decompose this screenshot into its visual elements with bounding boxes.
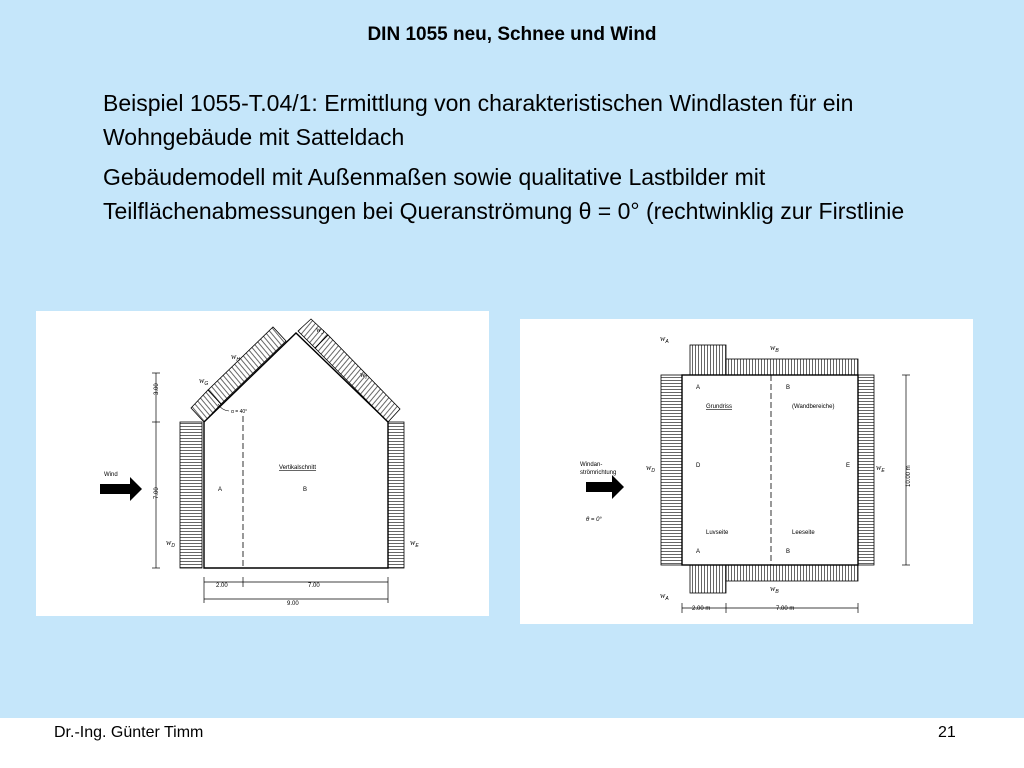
zone-b-top-label: B xyxy=(786,385,791,391)
page-number: 21 xyxy=(938,724,956,741)
wb-bottom-subscript: B xyxy=(775,589,779,595)
zone-a-top-label: A xyxy=(696,385,701,391)
slide-title: DIN 1055 neu, Schnee und Wind xyxy=(367,24,657,45)
wind-direction-label-1: Windan- xyxy=(580,462,603,468)
plan-label: Grundriss xyxy=(706,404,733,410)
lee-label: Leeseite xyxy=(792,530,815,536)
wb-top-subscript: B xyxy=(775,348,779,354)
zone-a-label: A xyxy=(218,487,223,493)
wh-subscript: H xyxy=(236,357,240,363)
dim-1-label: 2.00 m xyxy=(692,606,711,612)
we-subscript: E xyxy=(415,543,419,549)
zone-b-bottom-label: B xyxy=(786,549,791,555)
svg-text:wH xyxy=(231,352,240,363)
wd-subscript: D xyxy=(651,468,655,474)
dim-total-label: 9.00 xyxy=(287,601,299,607)
zone-a-bottom-label: A xyxy=(696,549,701,555)
we-symbol: w xyxy=(876,463,882,472)
wi-subscript: I xyxy=(365,375,367,381)
load-block-wd xyxy=(661,375,682,565)
dim-b1-label: 2.00 xyxy=(216,583,228,589)
theta-label: θ = 0° xyxy=(586,517,602,523)
zone-e-label: E xyxy=(846,463,851,469)
wa-bottom-symbol: w xyxy=(660,591,666,600)
svg-text:wB xyxy=(770,584,779,595)
we-symbol: w xyxy=(410,538,416,547)
wind-arrow-icon xyxy=(100,477,142,501)
zone-d-label: D xyxy=(696,463,701,469)
section-label: Vertikalschnitt xyxy=(279,465,317,471)
load-block-wa-bottom xyxy=(690,565,726,593)
footer-author: Dr.-Ing. Günter Timm xyxy=(54,724,204,741)
wj-subscript: J xyxy=(321,330,324,336)
wd-symbol: w xyxy=(166,538,172,547)
wb-bottom-symbol: w xyxy=(770,584,776,593)
wa-bottom-subscript: A xyxy=(665,596,669,602)
load-block-wi xyxy=(315,335,400,422)
zones-note-label: (Wandbereiche) xyxy=(792,404,835,410)
svg-text:wB xyxy=(770,343,779,354)
dim-b2-label: 7.00 xyxy=(308,583,320,589)
svg-text:wE xyxy=(876,463,885,474)
vertical-section-figure xyxy=(36,311,489,616)
svg-text:wD xyxy=(166,538,175,549)
wg-subscript: G xyxy=(204,381,209,387)
wind-arrow-icon xyxy=(586,475,624,499)
wd-subscript: D xyxy=(171,543,175,549)
wind-direction-label-2: strömrichtung xyxy=(580,470,617,476)
wb-top-symbol: w xyxy=(770,343,776,352)
svg-text:wA xyxy=(660,334,669,345)
model-description: Gebäudemodell mit Außenmaßen sowie qualitative Lastbilder mit Teilflächenabmessungen bei Queranströmung θ = 0° (rechtwinklig zur Firstlinie xyxy=(103,164,905,224)
svg-text:wA xyxy=(660,591,669,602)
vertical-section-drawing xyxy=(36,311,489,616)
load-block-wb-top xyxy=(726,359,858,375)
load-block-wa-top xyxy=(690,345,726,375)
load-block-wh xyxy=(208,327,286,404)
floor-plan-drawing xyxy=(520,319,973,624)
dim-h1-label: 3.00 xyxy=(154,383,160,395)
zone-b-label: B xyxy=(303,487,308,493)
wind-label: Wind xyxy=(104,472,118,478)
dim-depth-label: 10.00 m xyxy=(906,465,912,487)
example-description: Beispiel 1055-T.04/1: Ermittlung von charakteristischen Windlasten für ein Wohngebäude mit Satteldach xyxy=(103,90,854,150)
wd-symbol: w xyxy=(646,463,652,472)
load-block-we xyxy=(388,422,404,568)
wa-top-symbol: w xyxy=(660,334,666,343)
angle-label: α = 40° xyxy=(231,409,248,415)
load-block-wb-bottom xyxy=(726,565,858,581)
wg-symbol: w xyxy=(199,376,205,385)
wj-symbol: w xyxy=(316,325,322,334)
dim-h2-label: 7.00 xyxy=(154,487,160,499)
luv-label: Luvseite xyxy=(706,530,729,536)
svg-text:wD xyxy=(646,463,655,474)
wh-symbol: w xyxy=(231,352,237,361)
dim-2-label: 7.00 m xyxy=(776,606,795,612)
we-subscript: E xyxy=(881,468,885,474)
load-block-wd xyxy=(180,422,202,568)
svg-text:wG xyxy=(199,376,208,387)
load-block-we xyxy=(858,375,874,565)
wi-symbol: w xyxy=(360,370,366,379)
wa-top-subscript: A xyxy=(665,339,669,345)
floor-plan-figure xyxy=(520,319,973,624)
svg-text:wE xyxy=(410,538,419,549)
